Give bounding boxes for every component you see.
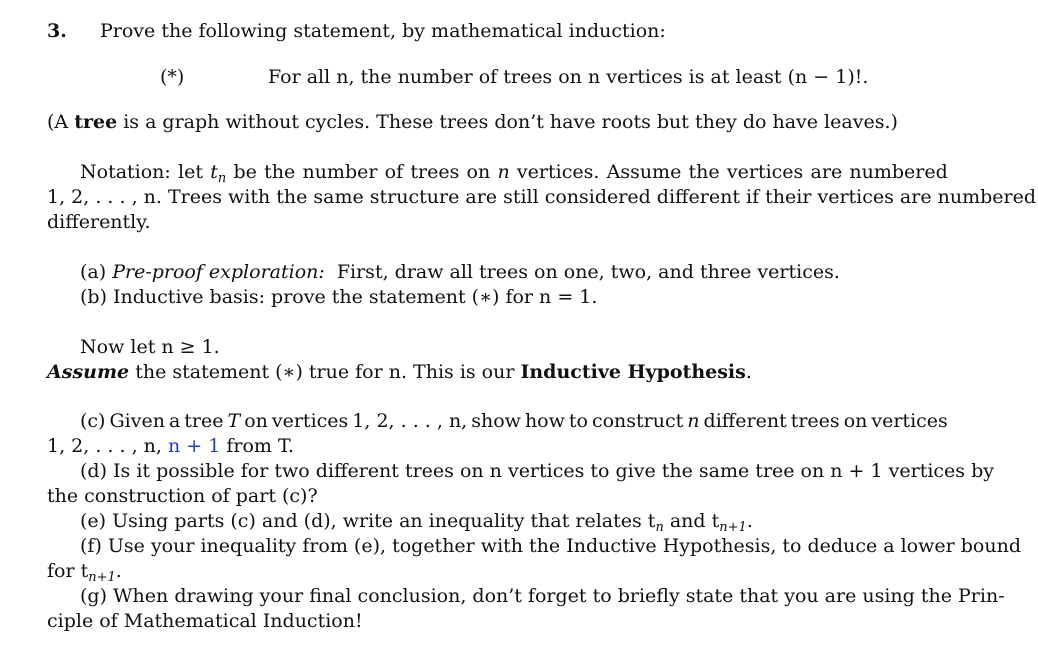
problem-statement: Prove the following statement, by mathematical induction: [100, 20, 666, 42]
definition-term: tree [74, 111, 118, 133]
notation-word: of [384, 161, 404, 183]
notation-line-2: 1, 2, . . . , n. Trees with the same structure are still considered different if their vertices are numbered [47, 186, 1037, 208]
notation-word: numbered [849, 161, 948, 183]
now-let: Now let n ≥ 1. [80, 336, 220, 358]
part-f-line-2 [47, 560, 122, 585]
part-c-word: a [168, 410, 181, 432]
part-c-word: different [703, 410, 787, 432]
inductive-hypothesis-label: Inductive Hypothesis [520, 361, 746, 383]
part-c-word: 1, 2, . . . , n, [352, 410, 468, 432]
starred-statement: For all n, the number of trees on n vertices is at least (n − 1)!. [268, 66, 869, 88]
assume-line [47, 361, 752, 383]
notation-word: the [688, 161, 720, 183]
part-c-word: to [568, 410, 588, 432]
part-f-sub: n+1 [88, 570, 116, 585]
part-e-period: . [746, 510, 753, 532]
part-b: (b) Inductive basis: prove the statement (∗) for n = 1. [80, 286, 598, 308]
notation-word: let [178, 161, 204, 183]
part-c-word: how [524, 410, 565, 432]
part-c-n-plus-1: n + 1 [167, 435, 221, 457]
assume-word: Assume [47, 361, 130, 383]
assume-text: the statement (∗) true for n. This is our [129, 361, 521, 383]
part-c-from: from T. [220, 435, 294, 457]
notation-sub: n [217, 171, 227, 186]
part-c-word: vertices [271, 410, 349, 432]
notation-line-3: differently. [47, 211, 151, 233]
part-c-word: n [687, 410, 700, 432]
part-a-emphasis: Pre-proof exploration: [112, 261, 325, 283]
part-c-word: on [843, 410, 868, 432]
notation-word: the [264, 161, 296, 183]
part-e-and: and t [663, 510, 720, 532]
assume-period: . [745, 361, 752, 383]
notation-word: Assume [606, 161, 682, 183]
notation-word: vertices. [516, 161, 600, 183]
notation-word: are [810, 161, 843, 183]
part-a-text: First, draw all trees on one, two, and three vertices. [324, 261, 840, 283]
part-d-line-1: (d) Is it possible for two different trees on n vertices to give the same tree on n + 1 vertices by [80, 460, 994, 482]
definition-open: (A [47, 111, 75, 133]
problem-number: 3. [47, 20, 67, 42]
part-d-line-2: the construction of part (c)? [47, 485, 318, 507]
part-g-line-1: (g) When drawing your final conclusion, don’t forget to briefly state that you are using the Prin- [80, 585, 1005, 607]
star-label: (*) [160, 66, 185, 88]
part-c-word: trees [790, 410, 840, 432]
part-g-line-2: ciple of Mathematical Induction! [47, 610, 363, 632]
tree-definition [47, 111, 898, 133]
notation-word: number [302, 161, 378, 183]
part-f-line-1: (f) Use your inequality from (e), together with the Inductive Hypothesis, to deduce a lower bound [80, 535, 1021, 557]
part-a [80, 261, 840, 283]
part-e [80, 510, 753, 535]
part-c-word: construct [591, 410, 684, 432]
part-c-range: 1, 2, . . . , n, [47, 435, 168, 457]
notation-t: t [210, 161, 218, 183]
part-e-sub-n: n [655, 520, 664, 535]
part-f-for: for t [47, 560, 89, 582]
part-e-text: (e) Using parts (c) and (d), write an inequality that relates t [80, 510, 656, 532]
notation-line-1 [80, 161, 948, 186]
part-c-word: vertices [871, 410, 948, 432]
part-c-line-1 [80, 410, 948, 432]
part-c-word: on [244, 410, 268, 432]
part-c-word: show [471, 410, 521, 432]
definition-rest: is a graph without cycles. These trees don’t have roots but they do have leaves.) [117, 111, 898, 133]
part-c-word: tree [184, 410, 224, 432]
notation-word: vertices [726, 161, 804, 183]
part-f-period: . [115, 560, 122, 582]
notation-word: trees [410, 161, 460, 183]
notation-word: n [497, 161, 510, 183]
part-c-word: Given [109, 410, 165, 432]
notation-word: Notation: [80, 161, 171, 183]
part-c-line-2 [47, 435, 294, 457]
part-e-sub-n-plus-1: n+1 [719, 520, 747, 535]
notation-word: on [466, 161, 491, 183]
notation-word: be [233, 161, 257, 183]
notation-symbol [210, 161, 227, 186]
part-c-word: (c) [80, 410, 106, 432]
part-a-label: (a) [80, 261, 113, 283]
part-c-word: T [227, 410, 241, 432]
